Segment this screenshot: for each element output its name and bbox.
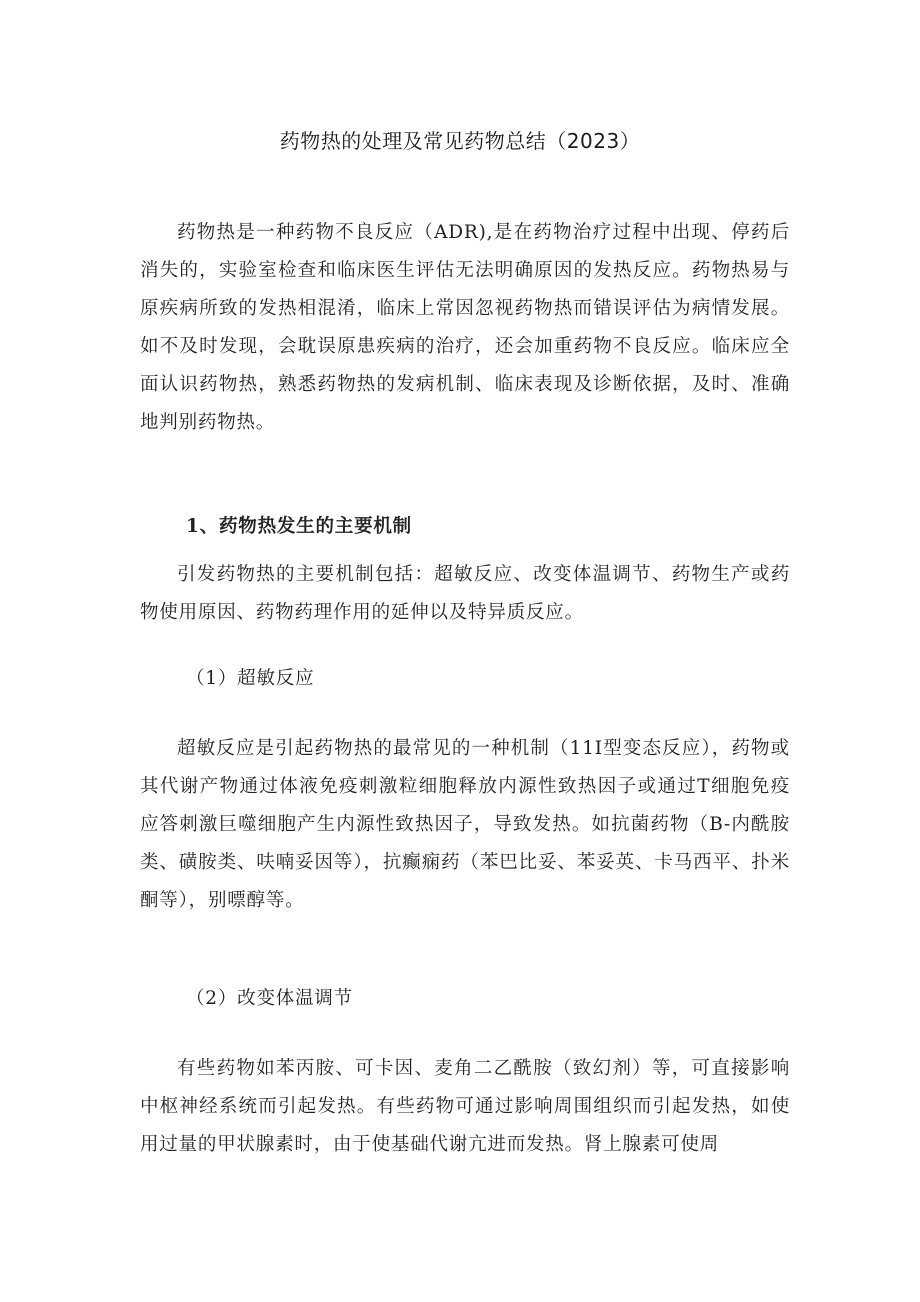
subsection-1-heading: （1）超敏反应: [186, 668, 315, 689]
subsection-2-paragraph: 有些药物如苯丙胺、可卡因、麦角二乙酰胺（致幻剂）等，可直接影响中枢神经系统而引起发热。有些药物可通过影响周围组织而引起发热，如使用过量的甲状腺素时，由于使基础代谢亢进而发热。肾上腺素可使周: [140, 1058, 790, 1155]
section-1-paragraph: 引发药物热的主要机制包括：超敏反应、改变体温调节、药物生产或药物使用原因、药物药理作用的延伸以及特异质反应。: [140, 564, 790, 623]
document-title: 药物热的处理及常见药物总结（2023）: [279, 129, 641, 153]
subsection-1-paragraph: 超敏反应是引起药物热的最常见的一种机制（11I型变态反应），药物或其代谢产物通过体液免疫刺激粒细胞释放内源性致热因子或通过T细胞免疫应答刺激巨噬细胞产生内源性致热因子，导致发热。如抗菌药物（B-内酰胺类、磺胺类、呋喃妥因等），抗癫痫药（苯巴比妥、苯妥英、卡马西平、扑米酮等），别嘌醇等。: [140, 738, 790, 911]
section-1-heading: 1、药物热发生的主要机制: [186, 516, 412, 537]
subsection-2-heading: （2）改变体温调节: [186, 988, 353, 1009]
intro-paragraph: 药物热是一种药物不良反应（ADR),是在药物治疗过程中出现、停药后消失的，实验室检查和临床医生评估无法明确原因的发热反应。药物热易与原疾病所致的发热相混淆，临床上常因忽视药物热而错误评估为病情发展。如不及时发现，会耽误原患疾病的治疗，还会加重药物不良反应。临床应全面认识药物热，熟悉药物热的发病机制、临床表现及诊断依据，及时、准确地判别药物热。: [140, 222, 790, 433]
